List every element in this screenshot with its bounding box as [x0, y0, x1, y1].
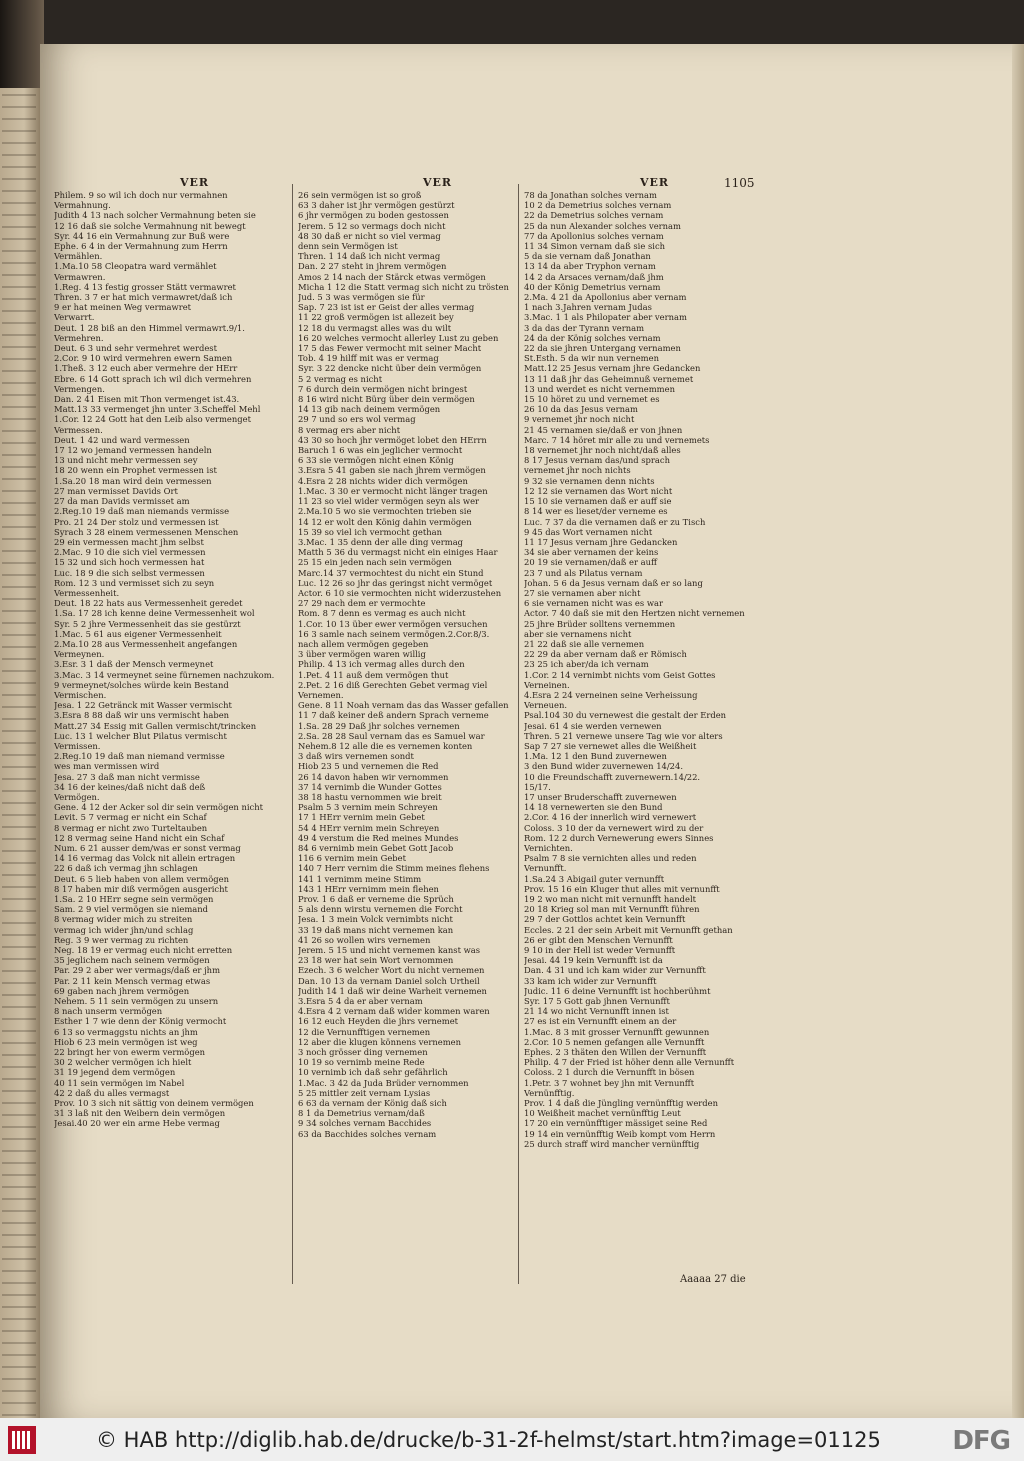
entry-line: 15 10 sie vernamen daß er auff sie: [524, 496, 672, 507]
column-rule-right: [518, 184, 519, 1284]
entry-line: 1.Reg. 4 13 festig grosser Stätt vermawret: [54, 281, 236, 292]
entry-line: 8 vermag ers aber nicht: [298, 424, 401, 435]
entry-line: Vermahnung.: [54, 200, 111, 211]
entry-line: vermag ich wider jhn/und schlag: [54, 924, 194, 935]
entry-line: Gene. 4 12 der Acker sol dir sein vermögen nicht: [54, 802, 263, 813]
entry-line: Prov. 15 16 ein Kluger thut alles mit vernunfft: [524, 883, 720, 894]
entry-line: Psalm 5 3 vernim mein Schreyen: [298, 802, 438, 813]
entry-line: Actor. 6 10 sie vermochten nicht widerzustehen: [298, 587, 502, 598]
entry-line: Vermessen.: [54, 424, 103, 435]
entry-line: Syr. 3 22 dencke nicht über dein vermögen: [298, 363, 482, 374]
entry-line: 1.Sa. 17 28 ich kenne deine Vermessenheit wol: [54, 608, 255, 619]
entry-line: 33 19 daß mans nicht vernemen kan: [298, 924, 454, 935]
entry-line: Vernunfft.: [524, 863, 567, 874]
entry-line: Philip. 4 13 ich vermag alles durch den: [298, 659, 465, 670]
entry-line: Syr. 5 2 jhre Vermessenheit das sie gestürzt: [54, 618, 241, 629]
entry-line: 3.Esr. 3 1 daß der Mensch vermeynet: [54, 659, 214, 670]
entry-line: Philip. 4 7 der Fried ist höher denn alle Vernunfft: [524, 1057, 735, 1068]
entry-line: 8 nach unserm vermögen: [54, 1006, 163, 1017]
entry-line: 84 6 vernimb mein Gebet Gott Jacob: [298, 843, 454, 853]
entry-line: 13 und werdet es nicht vernemmen: [524, 383, 675, 394]
entry-line: 11 34 Simon vernam daß sie sich: [524, 241, 666, 252]
entry-line: Matt.13 33 vermenget jhn unter 3.Scheffel Mehl: [54, 404, 261, 415]
entry-line: 12 die Vernunfftigen vernemen: [298, 1026, 431, 1037]
entry-line: 6 13 so vermaggstu nichts an jhm: [54, 1026, 198, 1037]
entry-line: 2.Ma. 4 21 da Apollonius aber vernam: [524, 292, 687, 303]
entry-line: 10 vernimb ich daß sehr gefährlich: [298, 1067, 448, 1078]
entry-line: Syr. 17 5 Gott gab jhnen Vernunfft: [524, 996, 670, 1007]
entry-line: 12 16 daß sie solche Vermahnung nit bewegt: [54, 220, 246, 231]
entry-line: 26 10 da das Jesus vernam: [524, 404, 638, 415]
entry-line: Vermeynen.: [54, 649, 105, 660]
entry-line: 2.Mac. 9 10 die sich viel vermessen: [54, 547, 206, 558]
entry-line: nach allem vermögen gegeben: [298, 638, 429, 649]
entry-line: Dan. 4 31 und ich kam wider zur Vernunfft: [524, 965, 706, 976]
entry-line: 13 und nicht mehr vermessen sey: [54, 455, 198, 466]
entry-line: 1.Petr. 3 7 wohnet bey jhn mit Vernunfft: [524, 1077, 695, 1088]
entry-line: 5 als denn wirstu vernemen die Forcht: [298, 904, 463, 915]
entry-line: 2.Cor. 9 10 wird vermehren ewern Samen: [54, 353, 233, 364]
entry-line: 1.Mac. 5 61 aus eigener Vermessenheit: [54, 628, 222, 639]
entry-line: Eccles. 2 21 der sein Arbeit mit Vernunfft gethan: [524, 924, 733, 935]
entry-line: 143 1 HErr vernimm mein flehen: [298, 883, 439, 894]
entry-line: Tob. 4 19 hilff mit was er vermag: [298, 353, 439, 364]
entry-line: 14 2 da Arsaces vernam/daß jhm: [524, 271, 664, 282]
entry-line: 30 2 welcher vermögen ich hielt: [54, 1057, 192, 1068]
entry-line: 34 sie aber vernamen der keins: [524, 547, 659, 558]
entry-line: Jerem. 5 15 und nicht vernemen kanst was: [298, 945, 481, 956]
entry-line: 29 7 und so ers wol vermag: [298, 414, 416, 425]
entry-line: Baruch 1 6 was ein jeglicher vermocht: [298, 445, 463, 456]
entry-line: Verwarrt.: [54, 312, 95, 323]
entry-line: 11 7 daß keiner deß andern Sprach verneme: [298, 710, 489, 721]
entry-line: Vermessenheit.: [54, 587, 120, 598]
entry-line: 10 2 da Demetrius solches vernam: [524, 200, 672, 211]
entry-line: Par. 29 2 aber wer vermags/daß er jhm: [54, 965, 221, 976]
entry-line: 35 jeglichem nach seinem vermögen: [54, 955, 210, 966]
entry-line: 27 29 nach dem er vermochte: [298, 598, 426, 609]
entry-line: Micha 1 12 die Statt vermag sich nicht zu trösten: [298, 281, 509, 292]
entry-line: Deut. 6 5 lieb haben von allem vermögen: [54, 873, 229, 884]
entry-line: Jesai.40 20 wer ein arme Hebe vermag: [54, 1118, 220, 1129]
entry-line: 1.Ma.10 58 Cleopatra ward vermählet: [54, 261, 217, 272]
entry-line: Matt.27 34 Essig mit Gallen vermischt/trincken: [54, 720, 257, 731]
entry-line: Jesa. 1 3 mein Volck vernimbts nicht: [298, 914, 453, 925]
book-page: [40, 44, 1022, 1418]
entry-line: 1.Cor. 12 24 Gott hat den Leib also vermenget: [54, 414, 251, 425]
entry-line: Nehem. 5 11 sein vermögen zu unsern: [54, 996, 219, 1007]
entry-line: Coloss. 3 10 der da vernewert wird zu der: [524, 822, 704, 833]
entry-line: 3 noch grösser ding vernemen: [298, 1047, 428, 1058]
entry-line: 15 10 höret zu und vernemet es: [524, 394, 660, 405]
entry-line: Amos 2 14 nach der Stärck etwas vermögen: [298, 271, 486, 282]
entry-line: 3.Mac. 1 35 denn der alle ding vermag: [298, 536, 464, 547]
entry-line: 3 über vermögen waren willig: [298, 649, 426, 660]
entry-line: Coloss. 2 1 durch die Vernunfft in bösen: [524, 1067, 695, 1078]
entry-line: 1.Ma. 12 1 den Bund zuvernewen: [524, 751, 667, 762]
entry-line: 25 da nun Alexander solches vernam: [524, 220, 681, 231]
entry-line: 9 er hat meinen Weg vermawret: [54, 302, 192, 313]
entry-line: 2.Reg.10 19 daß man niemands vermisse: [54, 506, 230, 517]
entry-line: 17 5 das Fewer vermocht mit seiner Macht: [298, 343, 482, 354]
entry-line: Rom. 12 3 und vermisset sich zu seyn: [54, 577, 215, 588]
entry-line: Gene. 8 11 Noah vernam das das Wasser gefallen: [298, 700, 509, 711]
entry-line: Philem. 9 so wil ich doch nur vermahnen: [54, 190, 228, 200]
entry-line: 3.Mac. 3 14 vermeynet seine fürnemen nachzukom.: [54, 669, 275, 680]
entry-line: 48 30 daß er nicht so viel vermag: [298, 230, 441, 241]
entry-line: Jesai. 44 19 kein Vernunfft ist da: [524, 955, 663, 966]
entry-line: 16 12 euch Heyden die jhrs vernemet: [298, 1016, 459, 1027]
entry-line: Ephes. 2 3 thäten den Willen der Vernunfft: [524, 1047, 707, 1058]
entry-line: 40 11 sein vermögen im Nabel: [54, 1077, 185, 1088]
entry-line: 9 45 das Wort vernamen nicht: [524, 526, 653, 537]
entry-line: 1.Theß. 3 12 euch aber vermehre der HErr: [54, 363, 238, 374]
entry-line: 16 3 samle nach seinem vermögen.2.Cor.8/3.: [298, 628, 490, 639]
entry-line: 6 63 da vernam der König daß sich: [298, 1098, 447, 1109]
entry-line: 38 18 hastu vernommen wie breit: [298, 791, 442, 802]
entry-line: Jerem. 5 12 so vermags doch nicht: [298, 220, 446, 231]
entry-line: Verneinen.: [524, 679, 570, 690]
entry-line: Syrach 3 28 einem vermessenen Menschen: [54, 526, 239, 537]
entry-line: 9 vermeynet/solches würde kein Bestand: [54, 679, 229, 690]
entry-line: Actor. 7 40 daß sie mit den Hertzen nicht vernemen: [524, 608, 745, 619]
entry-line: Sam. 2 9 viel vermögen sie niemand: [54, 904, 209, 915]
entry-line: 22 29 da aber vernam daß er Römisch: [524, 649, 687, 660]
entry-line: 1.Sa.20 18 man wird dein vermessen: [54, 475, 212, 486]
entry-line: Ebre. 6 14 Gott sprach ich wil dich vermehren: [54, 373, 252, 384]
entry-line: Vermengen.: [54, 383, 105, 394]
entry-line: 21 14 wo nicht Vernunfft innen ist: [524, 1006, 669, 1017]
page-right-edge: [1012, 44, 1024, 1418]
entry-line: 12 aber die klugen könnens vernemen: [298, 1036, 462, 1047]
entry-line: Judic. 11 6 deine Vernunfft ist hochberühmt: [524, 985, 711, 996]
entry-line: Sap 7 27 sie vernewet alles die Weißheit: [524, 740, 697, 751]
entry-line: Vermehren.: [54, 332, 104, 343]
entry-line: 3.Esra 8 88 daß wir uns vermischt haben: [54, 710, 230, 721]
entry-line: 26 sein vermögen ist so groß: [298, 190, 422, 200]
entry-line: 27 man vermisset Davids Ort: [54, 485, 178, 496]
page-number: 1105: [724, 176, 755, 190]
entry-line: 5 25 mittler zeit vernam Lysias: [298, 1087, 431, 1098]
entry-line: 5 da sie vernam daß Jonathan: [524, 251, 651, 262]
entry-line: 22 da sie jhren Untergang vernamen: [524, 343, 681, 354]
entry-line: 31 3 laß nit den Weibern dein vermögen: [54, 1108, 226, 1119]
entry-line: Psalm 7 8 sie vernichten alles und reden: [524, 853, 697, 864]
entry-line: 4.Esra 2 28 nichts wider dich vermögen: [298, 475, 468, 486]
entry-line: 10 Weißheit machet vernünfftig Leut: [524, 1108, 681, 1119]
entry-line: 10 die Freundschafft zuvernewern.14/22.: [524, 771, 701, 782]
entry-line: 140 7 Herr vernim die Stimm meines flehens: [298, 863, 490, 874]
entry-line: 8 14 wer es lieset/der verneme es: [524, 506, 668, 517]
entry-line: 8 17 haben mir diß vermögen ausgericht: [54, 883, 228, 894]
entry-line: 22 da Demetrius solches vernam: [524, 210, 664, 221]
entry-line: 8 16 wird nicht Bürg über dein vermögen: [298, 394, 475, 405]
entry-line: 2.Cor. 4 16 der innerlich wird vernewert: [524, 812, 697, 823]
entry-line: 10 19 so vernimb meine Rede: [298, 1057, 425, 1068]
entry-line: 31 19 jegend dem vermögen: [54, 1067, 176, 1078]
entry-line: Prov. 1 4 daß die Jüngling vernünfftig werden: [524, 1098, 719, 1109]
entry-line: Reg. 3 9 wer vermag zu richten: [54, 934, 189, 945]
entry-line: 11 23 so viel wider vermögen seyn als wer: [298, 496, 480, 507]
entry-line: 1.Sa.24 3 Abigail guter vernunfft: [524, 873, 665, 884]
entry-line: 11 17 Jesus vernam jhre Gedancken: [524, 536, 678, 547]
entry-line: 15 39 so viel ich vermocht gethan: [298, 526, 443, 537]
entry-line: 15 32 und sich hoch vermessen hat: [54, 557, 205, 568]
entry-line: Hiob 23 5 und vernemen die Red: [298, 761, 439, 772]
header-right: VER: [640, 176, 670, 189]
entry-line: Vermawren.: [54, 271, 106, 282]
entry-line: 17 1 HErr vernim mein Gebet: [298, 812, 425, 823]
entry-line: Deut. 1 28 biß an den Himmel vermawrt.9/1.: [54, 322, 245, 333]
entry-line: Vermählen.: [54, 251, 103, 262]
entry-line: Deut. 18 22 hats aus Vermessenheit geredet: [54, 598, 243, 609]
entry-line: Esther 1 7 wie denn der König vermocht: [54, 1016, 227, 1027]
entry-line: 8 1 da Demetrius vernam/daß: [298, 1108, 425, 1119]
entry-line: Sap. 7 23 ist ist er Geist der alles vermag: [298, 302, 475, 313]
entry-line: 11 22 groß vermögen ist allezeit bey: [298, 312, 454, 323]
entry-line: 1.Cor. 10 13 über ewer vermögen versuchen: [298, 618, 488, 629]
entry-line: 18 20 wenn ein Prophet vermessen ist: [54, 465, 217, 476]
entry-line: 8 vermag er nicht zwo Turteltauben: [54, 822, 208, 833]
entry-line: Dan. 2 27 steht in jhrem vermögen: [298, 261, 447, 272]
entry-line: Dan. 10 13 da vernam Daniel solch Urtheil: [298, 975, 480, 986]
entry-line: 20 19 sie vernamen/daß er auff: [524, 557, 657, 568]
entry-line: Marc. 7 14 höret mir alle zu und vernemets: [524, 434, 710, 445]
entry-line: Prov. 1 6 daß er verneme die Sprüch: [298, 894, 454, 905]
entry-line: 2.Cor. 10 5 nemen gefangen alle Vernunfft: [524, 1036, 705, 1047]
entry-line: 14 13 gib nach deinem vermögen: [298, 404, 441, 415]
entry-line: 14 16 vermag das Volck nit allein ertragen: [54, 853, 236, 864]
entry-line: denn sein Vermögen ist: [298, 241, 398, 252]
entry-line: 6 sie vernamen nicht was es war: [524, 598, 664, 609]
entry-line: 25 durch straff wird mancher vernünfftig: [524, 1138, 700, 1149]
entry-line: Deut. 1 42 und ward vermessen: [54, 434, 190, 445]
left-page-edge: [0, 88, 40, 1418]
footer-bar: [0, 1418, 1024, 1461]
entry-line: 23 25 ich aber/da ich vernam: [524, 659, 649, 670]
entry-line: Luc. 7 37 da die vernamen daß er zu Tisch: [524, 516, 706, 527]
entry-line: 27 es ist ein Vernunfft einem an der: [524, 1016, 677, 1027]
entry-line: Syr. 44 16 ein Vermahnung zur Buß were: [54, 230, 230, 241]
entry-line: 22 6 daß ich vermag jhn schlagen: [54, 863, 198, 874]
entry-line: 9 32 sie vernamen denn nichts: [524, 475, 655, 486]
entry-line: Vermischen.: [54, 689, 107, 700]
column-left: [54, 190, 294, 1290]
entry-line: 29 ein vermessen macht jhm selbst: [54, 536, 204, 547]
entry-line: wes man vermissen wird: [54, 761, 160, 772]
entry-line: 3.Mac. 1 1 als Philopater aber vernam: [524, 312, 687, 323]
entry-line: 6 jhr vermögen zu boden gestossen: [298, 210, 449, 221]
entry-line: St.Esth. 5 da wir nun vernemen: [524, 353, 659, 364]
entry-line: Prov. 10 3 sich nit sättig von deinem vermögen: [54, 1098, 254, 1109]
entry-line: 7 6 durch dein vermögen nicht bringest: [298, 383, 468, 394]
entry-line: 16 20 welches vermocht allerley Lust zu geben: [298, 332, 499, 343]
entry-line: 77 da Apollonius solches vernam: [524, 230, 664, 241]
entry-line: Par. 2 11 kein Mensch vermag etwas: [54, 975, 211, 986]
entry-line: 22 bringt her von ewerm vermögen: [54, 1047, 206, 1058]
entry-line: Ephe. 6 4 in der Vermahnung zum Herrn: [54, 241, 228, 252]
entry-line: 41 26 so wollen wirs vernemen: [298, 934, 431, 945]
entry-line: Matt.12 25 Jesus vernam jhre Gedancken: [524, 363, 701, 374]
entry-line: 6 33 sie vermögen nicht einen König: [298, 455, 454, 466]
entry-line: 3 daß wirs vernemen sondt: [298, 751, 414, 762]
entry-line: 13 11 daß jhr das Geheimnuß vernemet: [524, 373, 694, 384]
entry-line: 49 4 verstum die Red meines Mundes: [298, 832, 459, 843]
entry-line: 12 18 du vermagst alles was du wilt: [298, 322, 452, 333]
dfg-logo: DFG: [952, 1426, 1010, 1456]
entry-line: 19 2 wo man nicht mit vernunfft handelt: [524, 894, 696, 905]
entry-line: Luc. 13 1 welcher Blut Pilatus vermischt: [54, 730, 227, 741]
entry-line: 20 18 Krieg sol man mit Vernunfft führen: [524, 904, 700, 915]
entry-line: Levit. 5 7 vermag er nicht ein Schaf: [54, 812, 207, 823]
entry-line: 17 unser Bruderschafft zuvernewen: [524, 791, 677, 802]
entry-line: Marc.14 37 vermochtest du nicht ein Stund: [298, 567, 484, 578]
entry-line: 3 den Bund wider zuvernewen 14/24.: [524, 761, 683, 772]
entry-line: Luc. 12 26 so jhr das geringst nicht vermöget: [298, 577, 493, 588]
entry-line: 33 kam ich wider zur Vernunfft: [524, 975, 657, 986]
entry-line: 63 3 daher ist jhr vermögen gestürzt: [298, 200, 455, 211]
entry-line: Matth 5 36 du vermagst nicht ein einiges Haar: [298, 547, 498, 558]
entry-line: Thren. 3 7 er hat mich vermawret/daß ich: [54, 292, 233, 303]
copyright-url[interactable]: © HAB http://diglib.hab.de/drucke/b-31-2f-helmst/start.htm?image=01125: [96, 1428, 881, 1452]
entry-line: 5 2 vermag es nicht: [298, 373, 383, 384]
column-right: [524, 190, 764, 1290]
page-header: [40, 176, 1022, 190]
entry-line: 4.Esra 4 2 vernam daß wider kommen waren: [298, 1006, 490, 1017]
entry-line: 26 14 davon haben wir vernommen: [298, 771, 449, 782]
entry-line: Deut. 6 3 und sehr vermehret werdest: [54, 343, 217, 354]
entry-line: Jesa. 27 3 daß man nicht vermisse: [54, 771, 200, 782]
entry-line: Luc. 18 9 die sich selbst vermessen: [54, 567, 205, 578]
entry-line: Num. 6 21 ausser dem/was er sonst vermag: [54, 843, 241, 853]
header-left: VER: [180, 176, 210, 189]
entry-line: 2.Pet. 2 16 diß Gerechten Gebet vermag viel: [298, 679, 488, 690]
entry-line: 4.Esra 2 24 verneinen seine Verheissung: [524, 689, 698, 700]
entry-line: Judith 4 13 nach solcher Vermahnung beten sie: [54, 210, 256, 221]
entry-line: 34 16 der keines/daß nicht daß deß: [54, 781, 206, 792]
entry-line: Thren. 5 21 vernewe unsere Tag wie vor alters: [524, 730, 723, 741]
entry-line: 1.Mac. 8 3 mit grosser Vernunfft gewunnen: [524, 1026, 710, 1037]
entry-line: Psal.104 30 du vernewest die gestalt der Erden: [524, 710, 727, 721]
entry-line: Jesai. 61 4 sie werden vernewen: [524, 720, 662, 731]
entry-line: Verneuen.: [524, 700, 567, 711]
entry-line: 1.Pet. 4 11 auß dem vermögen thut: [298, 669, 449, 680]
entry-line: Vermissen.: [54, 740, 101, 751]
entry-line: 21 45 vernamen sie/daß er von jhnen: [524, 424, 683, 435]
entry-line: Rom. 12 2 durch Vernewerung ewers Sinnes: [524, 832, 714, 843]
entry-line: Judith 14 1 daß wir deine Warheit vernemen: [298, 985, 487, 996]
entry-line: 141 1 vernimm meine Stimm: [298, 873, 422, 884]
entry-line: 8 vermag wider mich zu streiten: [54, 914, 193, 925]
entry-line: 54 4 HErr vernim mein Schreyen: [298, 822, 440, 833]
entry-line: 2.Sa. 28 28 Saul vernam das es Samuel war: [298, 730, 485, 741]
entry-line: 15/17.: [524, 781, 551, 792]
entry-line: 9 34 solches vernam Bacchides: [298, 1118, 432, 1129]
entry-line: 23 7 und als Pilatus vernam: [524, 567, 643, 578]
entry-line: 27 da man Davids vermisset am: [54, 496, 190, 507]
entry-line: 40 der König Demetrius vernam: [524, 281, 661, 292]
column-rule-left: [292, 184, 293, 1284]
entry-line: Vernemen.: [298, 689, 344, 700]
hab-logo-icon: [8, 1426, 36, 1454]
entry-line: Dan. 2 41 Eisen mit Thon vermenget ist.43.: [54, 394, 240, 405]
entry-line: vernemet jhr noch nichts: [524, 465, 631, 476]
entry-line: 25 15 ein jeden nach sein vermögen: [298, 557, 452, 568]
entry-line: 3.Esra 5 4 da er aber vernam: [298, 996, 423, 1007]
entry-line: 24 da der König solches vernam: [524, 332, 661, 343]
entry-line: 12 12 sie vernamen das Wort nicht: [524, 485, 673, 496]
entry-line: 14 18 vernewerten sie den Bund: [524, 802, 663, 813]
catchword: Aaaaa 27 die: [680, 1274, 746, 1285]
entry-line: 78 da Jonathan solches vernam: [524, 190, 657, 200]
entry-line: 21 22 daß sie alle vernemen: [524, 638, 645, 649]
entry-line: 18 vernemet jhr noch nicht/daß alles: [524, 445, 681, 456]
header-center: VER: [423, 176, 453, 189]
entry-line: 13 14 da aber Tryphon vernam: [524, 261, 656, 272]
entry-line: 19 14 ein vernünfftig Weib kompt vom Herrn: [524, 1128, 716, 1139]
entry-line: aber sie vernamens nicht: [524, 628, 632, 639]
entry-line: Vernichten.: [524, 843, 573, 853]
entry-line: 1.Cor. 2 14 vernimbt nichts vom Geist Gottes: [524, 669, 716, 680]
entry-line: 29 7 der Gottlos achtet kein Vernunfft: [524, 914, 686, 925]
entry-line: 42 2 daß du alles vermagst: [54, 1087, 170, 1098]
entry-line: Jud. 5 3 was vermögen sie für: [298, 292, 425, 303]
column-center: [298, 190, 538, 1290]
entry-line: 23 18 wer hat sein Wort vernommen: [298, 955, 454, 966]
entry-line: 3.Esra 5 41 gaben sie nach jhrem vermögen: [298, 465, 486, 476]
entry-line: Thren. 1 14 daß ich nicht vermag: [298, 251, 441, 262]
entry-line: 1 nach 3.Jahren vernam Judas: [524, 302, 652, 313]
entry-line: Johan. 5 6 da Jesus vernam daß er so lang: [524, 577, 703, 588]
entry-line: Jesa. 1 22 Getränck mit Wasser vermischt: [54, 700, 232, 711]
entry-line: 3 da das der Tyrann vernam: [524, 322, 645, 333]
entry-line: 17 12 wo jemand vermessen handeln: [54, 445, 212, 456]
entry-line: 2.Ma.10 28 aus Vermessenheit angefangen: [54, 638, 238, 649]
entry-line: 9 vernemet jhr noch nicht: [524, 414, 635, 425]
entry-line: 1.Mac. 3 30 er vermocht nicht länger tragen: [298, 485, 488, 496]
entry-line: Vermögen.: [54, 791, 100, 802]
entry-line: Pro. 21 24 Der stolz und vermessen ist: [54, 516, 219, 527]
entry-line: 69 gaben nach jhrem vermögen: [54, 985, 190, 996]
entry-line: 2.Reg.10 19 daß man niemand vermisse: [54, 751, 225, 762]
entry-line: 9 10 in der Hell ist weder Vernunfft: [524, 945, 676, 956]
entry-line: 63 da Bacchides solches vernam: [298, 1128, 437, 1139]
entry-line: 2.Ma.10 5 wo sie vermochten trieben sie: [298, 506, 472, 517]
entry-line: 17 20 ein vernünfftiger mässiget seine Red: [524, 1118, 708, 1129]
entry-line: 14 12 er wolt den König dahin vermögen: [298, 516, 472, 527]
entry-line: 1.Sa. 2 10 HErr segne sein vermögen: [54, 894, 214, 905]
entry-line: 43 30 so hoch jhr vermöget lobet den HErrn: [298, 434, 487, 445]
entry-line: 37 14 vernimb die Wunder Gottes: [298, 781, 442, 792]
entry-line: 1.Sa. 28 29 Daß jhr solches vernemen: [298, 720, 460, 731]
entry-line: Rom. 8 7 denn es vermag es auch nicht: [298, 608, 466, 619]
entry-line: 27 sie vernamen aber nicht: [524, 587, 641, 598]
entry-line: Ezech. 3 6 welcher Wort du nicht vernemen: [298, 965, 485, 976]
entry-line: Nehem.8 12 alle die es vernemen konten: [298, 740, 473, 751]
entry-line: 26 er gibt den Menschen Vernunfft: [524, 934, 673, 945]
entry-line: 116 6 vernim mein Gebet: [298, 853, 406, 864]
entry-line: 1.Mac. 3 42 da Juda Brüder vernommen: [298, 1077, 469, 1088]
entry-line: 8 17 Jesus vernam das/und sprach: [524, 455, 670, 466]
entry-line: Neg. 18 19 er vermag euch nicht erretten: [54, 945, 233, 956]
entry-line: Hiob 6 23 mein vermögen ist weg: [54, 1036, 198, 1047]
entry-line: Vernünfftig.: [524, 1087, 575, 1098]
entry-line: 25 jhre Brüder solltens vernemmen: [524, 618, 676, 629]
entry-line: 12 8 vermag seine Hand nicht ein Schaf: [54, 832, 225, 843]
